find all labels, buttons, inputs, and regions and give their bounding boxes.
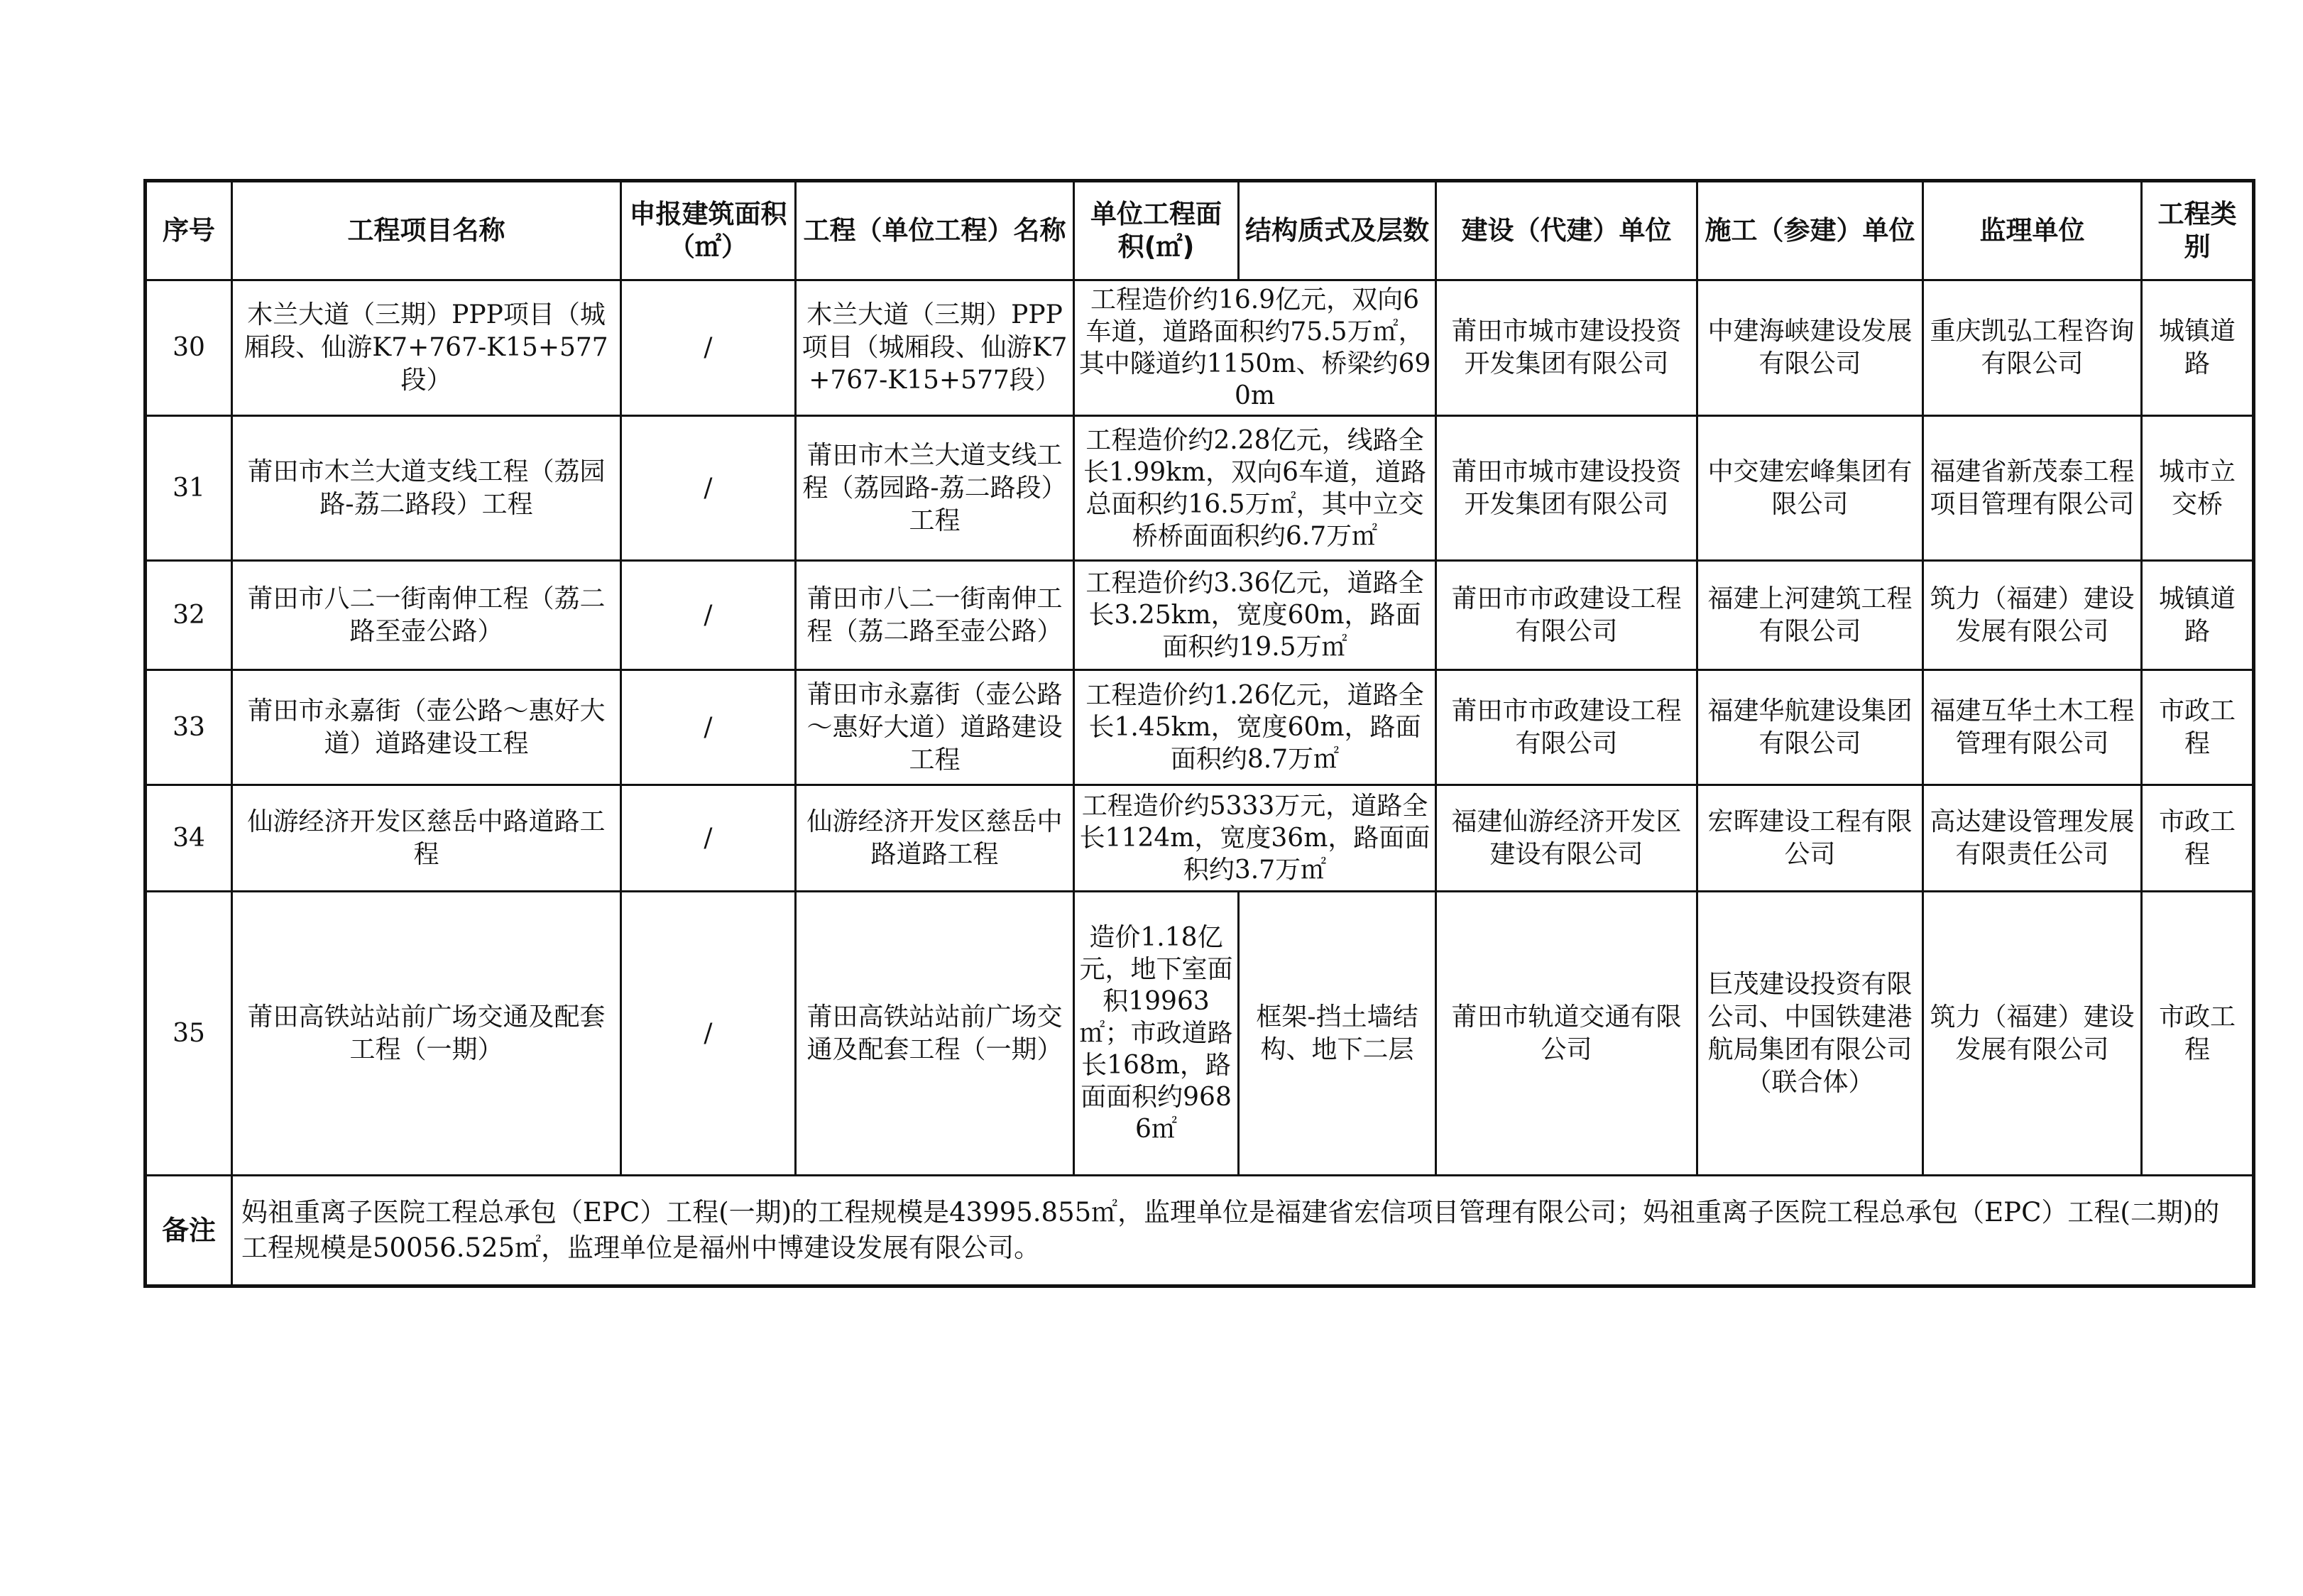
row-category: 市政工程 — [2142, 892, 2254, 1176]
row-declared-area: / — [621, 785, 796, 892]
row-declared-area: / — [621, 892, 796, 1176]
header-unit-area: 单位工程面积(㎡) — [1074, 181, 1239, 280]
row-project-name: 莆田市木兰大道支线工程（荔园路-荔二路段）工程 — [232, 416, 621, 561]
row-supervisor: 筑力（福建）建设发展有限公司 — [1923, 561, 2142, 670]
header-declared-area: 申报建筑面积（㎡） — [621, 181, 796, 280]
note-row — [146, 1176, 2254, 1286]
row-project-name: 莆田高铁站站前广场交通及配套工程（一期） — [232, 892, 621, 1176]
header-no: 序号 — [146, 181, 232, 280]
row-declared-area: / — [621, 561, 796, 670]
table-row — [146, 280, 2254, 416]
row-category: 城镇道路 — [2142, 561, 2254, 670]
row-contractor: 福建华航建设集团有限公司 — [1697, 670, 1923, 785]
row-builder: 福建仙游经济开发区建设有限公司 — [1436, 785, 1697, 892]
row-no: 34 — [146, 785, 232, 892]
row-unit-project-name: 仙游经济开发区慈岳中路道路工程 — [796, 785, 1074, 892]
row-no: 35 — [146, 892, 232, 1176]
row-scale: 工程造价约3.36亿元，道路全长3.25km，宽度60m，路面面积约19.5万㎡ — [1074, 561, 1436, 670]
row-scale: 工程造价约16.9亿元，双向6车道，道路面积约75.5万㎡，其中隧道约1150m、桥梁约690m — [1074, 280, 1436, 416]
table-row — [146, 892, 2254, 1176]
row-category: 市政工程 — [2142, 785, 2254, 892]
row-supervisor: 福建省新茂泰工程项目管理有限公司 — [1923, 416, 2142, 561]
row-builder: 莆田市轨道交通有限公司 — [1436, 892, 1697, 1176]
row-no: 31 — [146, 416, 232, 561]
header-row — [146, 181, 2254, 280]
row-builder: 莆田市城市建设投资开发集团有限公司 — [1436, 280, 1697, 416]
row-declared-area: / — [621, 280, 796, 416]
row-category: 城市立交桥 — [2142, 416, 2254, 561]
row-supervisor: 福建互华土木工程管理有限公司 — [1923, 670, 2142, 785]
row-category: 市政工程 — [2142, 670, 2254, 785]
row-project-name: 莆田市八二一街南伸工程（荔二路至壶公路） — [232, 561, 621, 670]
header-builder: 建设（代建）单位 — [1436, 181, 1697, 280]
row-contractor: 中建海峡建设发展有限公司 — [1697, 280, 1923, 416]
row-no: 30 — [146, 280, 232, 416]
row-supervisor: 重庆凯弘工程咨询有限公司 — [1923, 280, 2142, 416]
header-unit-project-name: 工程（单位工程）名称 — [796, 181, 1074, 280]
row-unit-project-name: 木兰大道（三期）PPP项目（城厢段、仙游K7+767-K15+577段） — [796, 280, 1074, 416]
row-declared-area: / — [621, 670, 796, 785]
header-contractor: 施工（参建）单位 — [1697, 181, 1923, 280]
header-structure: 结构质式及层数 — [1239, 181, 1436, 280]
row-supervisor: 筑力（福建）建设发展有限公司 — [1923, 892, 2142, 1176]
row-unit-project-name: 莆田市永嘉街（壶公路～惠好大道）道路建设工程 — [796, 670, 1074, 785]
row-unit-area: 造价1.18亿元，地下室面积19963㎡；市政道路长168m，路面面积约9686㎡ — [1074, 892, 1239, 1176]
row-scale: 工程造价约1.26亿元，道路全长1.45km，宽度60m，路面面积约8.7万㎡ — [1074, 670, 1436, 785]
row-project-name: 木兰大道（三期）PPP项目（城厢段、仙游K7+767-K15+577段） — [232, 280, 621, 416]
row-builder: 莆田市市政建设工程有限公司 — [1436, 561, 1697, 670]
table-row — [146, 416, 2254, 561]
row-supervisor: 高达建设管理发展有限责任公司 — [1923, 785, 2142, 892]
row-contractor: 中交建宏峰集团有限公司 — [1697, 416, 1923, 561]
header-supervisor: 监理单位 — [1923, 181, 2142, 280]
header-category: 工程类别 — [2142, 181, 2254, 280]
row-unit-project-name: 莆田市木兰大道支线工程（荔园路-荔二路段）工程 — [796, 416, 1074, 561]
table-row — [146, 670, 2254, 785]
row-contractor: 巨茂建设投资有限公司、中国铁建港航局集团有限公司（联合体） — [1697, 892, 1923, 1176]
table-row — [146, 785, 2254, 892]
row-unit-project-name: 莆田市八二一街南伸工程（荔二路至壶公路） — [796, 561, 1074, 670]
project-table — [143, 179, 2255, 1288]
row-unit-project-name: 莆田高铁站站前广场交通及配套工程（一期） — [796, 892, 1074, 1176]
header-project-name: 工程项目名称 — [232, 181, 621, 280]
row-category: 城镇道路 — [2142, 280, 2254, 416]
row-contractor: 福建上河建筑工程有限公司 — [1697, 561, 1923, 670]
row-no: 33 — [146, 670, 232, 785]
row-no: 32 — [146, 561, 232, 670]
row-structure: 框架-挡土墙结构、地下二层 — [1239, 892, 1436, 1176]
note-label: 备注 — [146, 1176, 232, 1286]
row-project-name: 仙游经济开发区慈岳中路道路工程 — [232, 785, 621, 892]
row-scale: 工程造价约2.28亿元，线路全长1.99km，双向6车道，道路总面积约16.5万㎡，其中立交桥桥面面积约6.7万㎡ — [1074, 416, 1436, 561]
row-declared-area: / — [621, 416, 796, 561]
table-row — [146, 561, 2254, 670]
row-builder: 莆田市市政建设工程有限公司 — [1436, 670, 1697, 785]
row-builder: 莆田市城市建设投资开发集团有限公司 — [1436, 416, 1697, 561]
row-project-name: 莆田市永嘉街（壶公路～惠好大道）道路建设工程 — [232, 670, 621, 785]
row-contractor: 宏晖建设工程有限公司 — [1697, 785, 1923, 892]
note-text: 妈祖重离子医院工程总承包（EPC）工程(一期)的工程规模是43995.855㎡，监理单位是福建省宏信项目管理有限公司；妈祖重离子医院工程总承包（EPC）工程(二期)的工程规模是50056.525㎡，监理单位是福州中博建设发展有限公司。 — [232, 1176, 2254, 1286]
row-scale: 工程造价约5333万元，道路全长1124m，宽度36m，路面面积约3.7万㎡ — [1074, 785, 1436, 892]
